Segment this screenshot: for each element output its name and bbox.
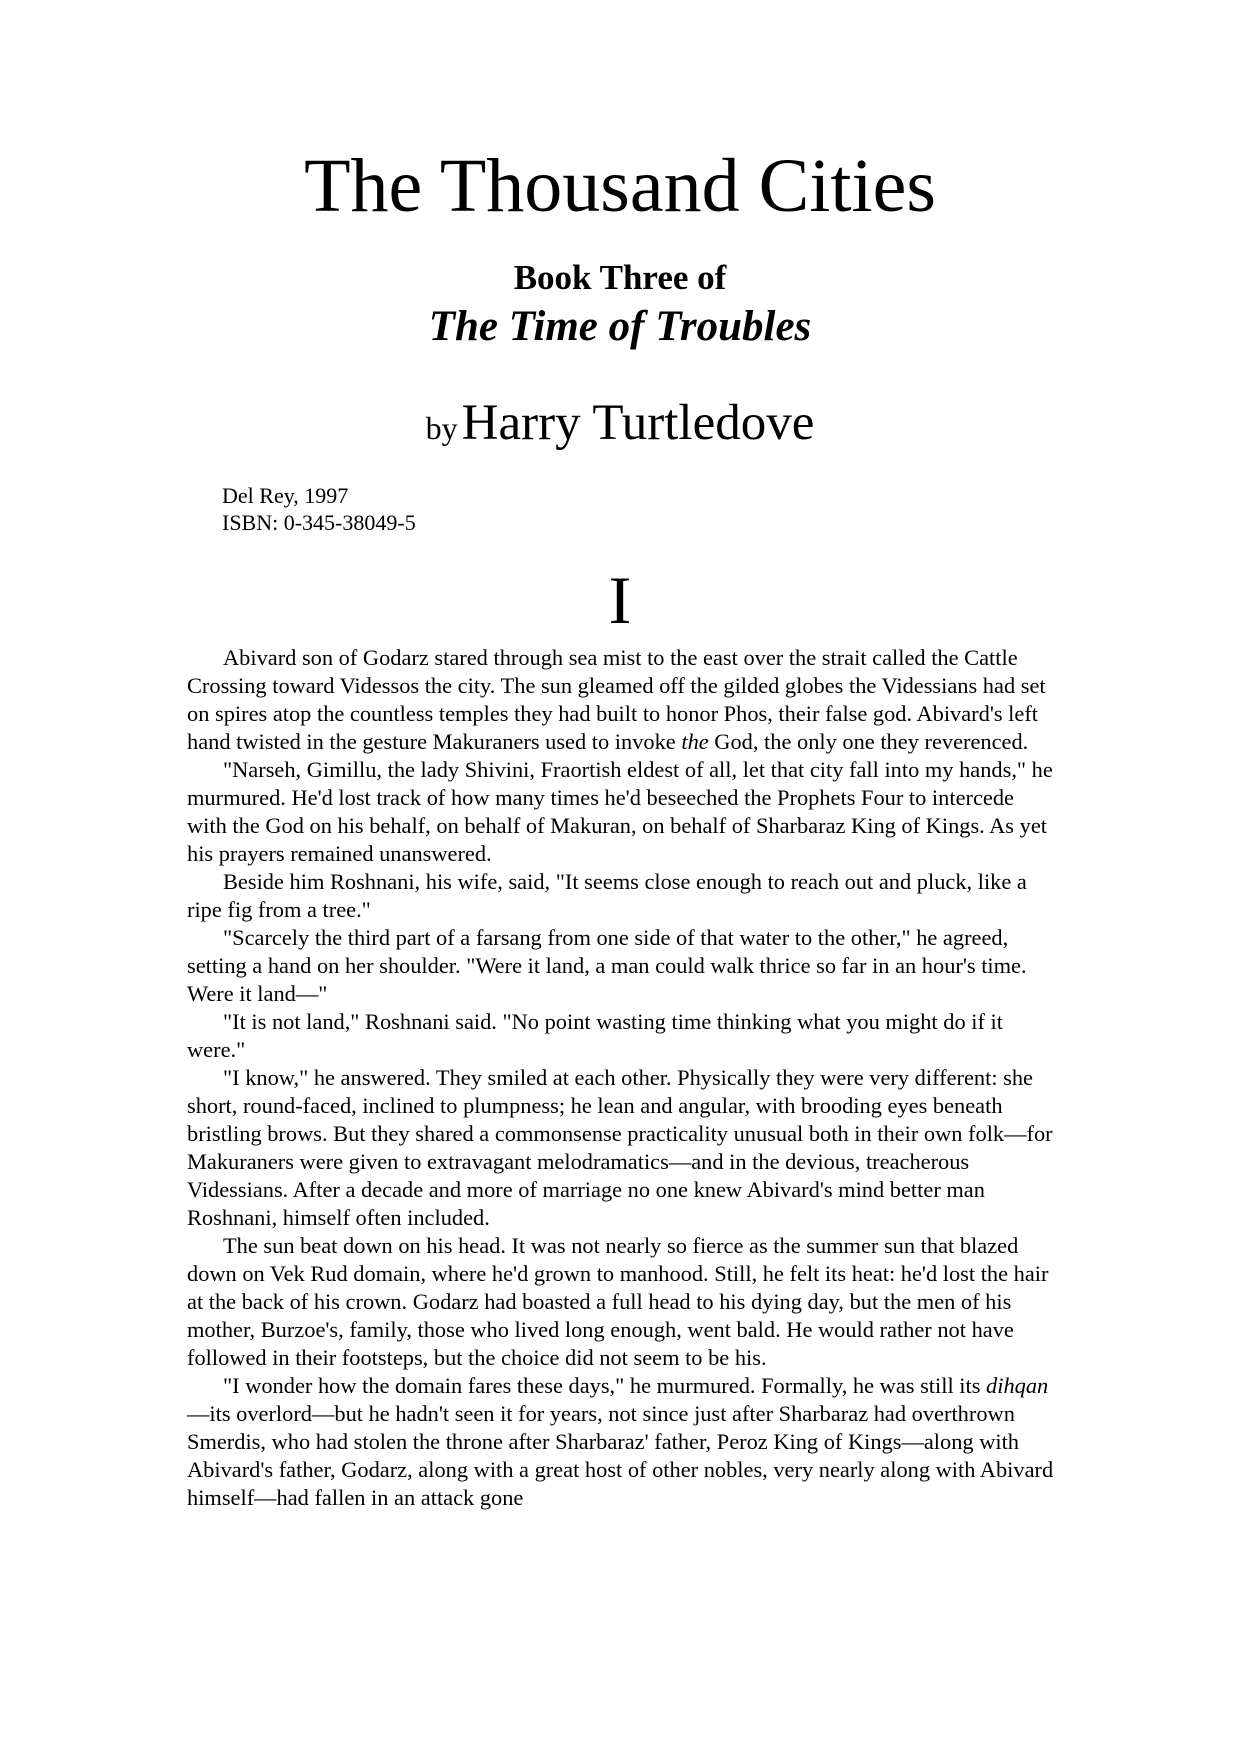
paragraph: The sun beat down on his head. It was not nearly so fierce as the summer sun that blazed down on Vek Rud domain, where he'd grown to manhood. Still, he felt its heat: he'd lost the hair at the back of his crown. Godarz had boasted a full head to his dying day, but the men of his mother, Burzoe's, family, those who lived long enough, went bald. He would rather not have followed in their footsteps, but the choice did not seem to be his. xyxy=(187,1233,1049,1370)
emphasis: dihqan xyxy=(986,1373,1049,1398)
paragraph: Abivard son of Godarz stared through sea mist to the east over the strait called the Cattle Crossing toward Videssos the city. The sun gleamed off the gilded globes the Videssians had set on spires atop the countless temples they had built to honor Phos, their false god. Abivard's left hand twisted in the gesture Makuraners used to invoke the God, the only one they reverenced. xyxy=(187,645,1046,754)
emphasis: the xyxy=(681,729,709,754)
chapter-text xyxy=(187,644,1057,1512)
paragraph: "I know," he answered. They smiled at each other. Physically they were very different: she short, round-faced, inclined to plumpness; he lean and angular, with brooding eyes beneath bristling brows. But they shared a commonsense practicality unusual both in their own folk—for Makuraners were given to extravagant melodramatics—and in the devious, treacherous Videssians. After a decade and more of marriage no one knew Abivard's mind better man Roshnani, himself often included. xyxy=(187,1065,1053,1230)
isbn: ISBN: 0-345-38049-5 xyxy=(222,510,416,535)
byline-by: by xyxy=(425,410,458,446)
paragraph: "I wonder how the domain fares these days," he murmured. Formally, he was still its dihqan—its overlord—but he hadn't seen it for years, not since just after Sharbaraz had overthrown Smerdis, who had stolen the throne after Sharbaraz' father, Peroz King of Kings—along with Abivard's father, Godarz, along with a great host of other nobles, very nearly along with Abivard himself—had fallen in an attack gone xyxy=(187,1373,1054,1510)
byline xyxy=(0,395,1240,451)
series-title: The Time of Troubles xyxy=(428,303,812,350)
paragraph: "Scarcely the third part of a farsang from one side of that water to the other," he agreed, setting a hand on her shoulder. "Were it land, a man could walk thrice so far in an hour's time. Were it land—" xyxy=(187,925,1027,1006)
chapter-number: I xyxy=(608,562,632,638)
publisher-year: Del Rey, 1997 xyxy=(222,483,349,508)
paragraph: "It is not land," Roshnani said. "No point wasting time thinking what you might do if it were." xyxy=(187,1009,1003,1062)
paragraph: Beside him Roshnani, his wife, said, "It seems close enough to reach out and pluck, like a ripe fig from a tree." xyxy=(187,869,1027,922)
author-name: Harry Turtledove xyxy=(461,395,815,451)
series-intro: Book Three of xyxy=(513,258,727,297)
book-title: The Thousand Cities xyxy=(304,144,936,228)
publication-info xyxy=(222,482,416,536)
paragraph: "Narseh, Gimillu, the lady Shivini, Fraortish eldest of all, let that city fall into my hands," he murmured. He'd lost track of how many times he'd beseeched the Prophets Four to intercede with the God on his behalf, on behalf of Makuran, on behalf of Sharbaraz King of Kings. As yet his prayers remained unanswered. xyxy=(187,757,1053,866)
